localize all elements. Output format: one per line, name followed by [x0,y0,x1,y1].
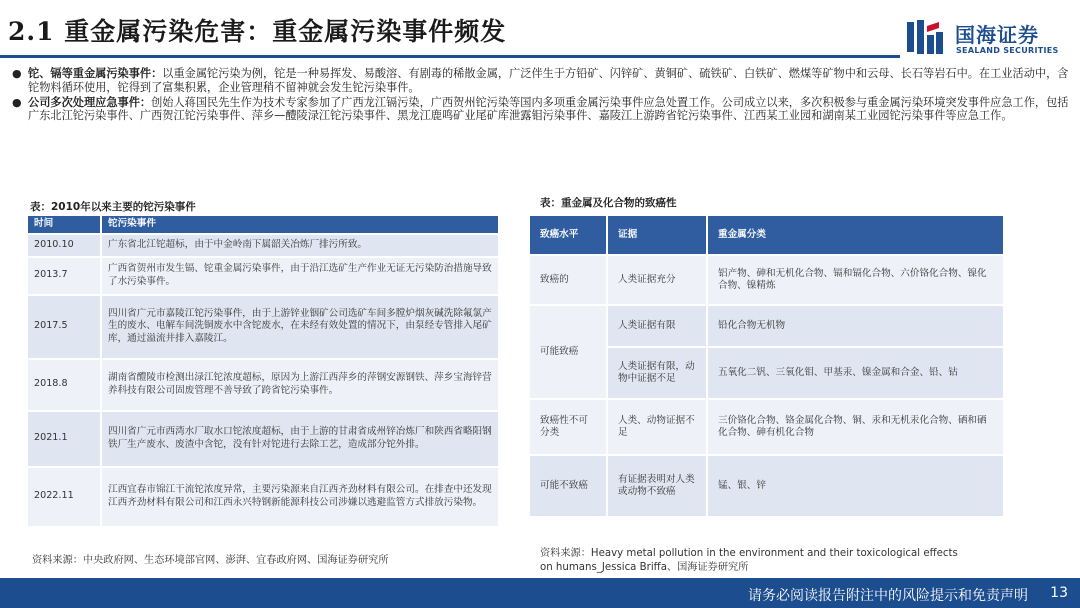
thallium-events-table [28,216,498,528]
table2-source-line: 资料来源：Heavy metal pollution in the environment and their toxicological effects [540,548,958,559]
table-cell-year: 2017.5 [28,296,102,360]
table-cell-year: 2010.10 [28,235,102,258]
table2-caption: 表：重金属及化合物的致癌性 [540,197,677,209]
table-cell-evidence: 人类证据有限，动物中证据不足 [608,348,708,400]
table-cell-metals: 五氧化二钒、三氧化钼、甲基汞、镍金属和合金、铅、钴 [708,348,1005,400]
company-logo [905,16,1075,60]
table-cell-metals: 铅化合物无机物 [708,306,1005,348]
table-cell-event: 湖南省醴陵市检测出渌江铊浓度超标，原因为上游江西萍乡的萍钢安源钢铁、萍乡宝海锌营养科技有限公司固废管理不善导致了跨省铊污染事件。 [102,360,498,412]
table1-caption: 表：2010年以来主要的铊污染事件 [30,201,196,213]
table-header-time: 时间 [28,216,102,235]
table-row [530,400,1005,456]
page-number: 13 [1050,585,1068,601]
table-cell-evidence: 人类证据有限 [608,306,708,348]
table-header-metals: 重金属分类 [708,216,1005,256]
table-row [530,256,1005,306]
title-divider [0,55,900,58]
table-cell-year: 2018.8 [28,360,102,412]
table-cell-metals: 三价铬化合物、铬金属化合物、铜、汞和无机汞化合物、硒和硒化合物、砷有机化合物 [708,400,1005,456]
table-row [530,456,1005,518]
table-cell-level: 致癌性不可分类 [530,400,608,456]
table-row [28,360,498,412]
bullet-dot-icon: ● [12,67,22,80]
bullet-label: 公司多次处理应急事件： [28,95,152,109]
table-cell-event: 江西宜春市锦江干流铊浓度异常，主要污染源来自江西齐劲材料有限公司。在排查中还发现江西齐劲材料有限公司和江西永兴特钢新能源科技公司涉嫌以逃避监管方式排放污染物。 [102,468,498,528]
table-cell-metals: 铝产物、砷和无机化合物、镉和镉化合物、六价铬化合物、镍化合物、镍精炼 [708,256,1005,306]
table2-source [540,547,958,575]
table-cell-year: 2013.7 [28,258,102,296]
table-cell-evidence: 人类证据充分 [608,256,708,306]
table-row [28,296,498,360]
table-cell-metals: 锰、银、锌 [708,456,1005,518]
logo-chinese-name: 国海证券 [955,23,1039,47]
bullet-list [10,67,1070,124]
table-row [28,412,498,468]
table-cell-level: 可能不致癌 [530,456,608,518]
table-row [28,468,498,528]
carcinogenicity-table [530,216,1005,518]
table-cell-evidence: 人类、动物证据不足 [608,400,708,456]
table-cell-level: 致癌的 [530,256,608,306]
bullet-item [10,67,1070,95]
table-cell-event: 四川省广元市嘉陵江铊污染事件，由于上游锌业铟矿公司选矿车间多膛炉烟灰碱洗除氟氯产生的废水、电解车间洗铜废水中含铊废水，在未经有效处置的情况下，由泵经专管排入尾矿库，通过溢流井排入嘉陵江。 [102,296,498,360]
table-row [28,258,498,296]
bullet-text: 以重金属铊污染为例，铊是一种易挥发、易酸溶、有剧毒的稀散金属，广泛伴生于方铅矿、闪锌矿、黄铜矿、硫铁矿、白铁矿、燃煤等矿物中和云母、长石等岩石中。在工业活动中，含铊物料循环使用，铊得到了富集积累，企业管理稍不留神就会发生铊污染事件。 [28,67,1069,94]
table-cell-event: 广东省北江铊超标，由于中金岭南下属韶关冶炼厂排污所致。 [102,235,498,258]
table-cell-evidence: 有证据表明对人类或动物不致癌 [608,456,708,518]
page-title: 2.1 重金属污染危害：重金属污染事件频发 [8,17,507,46]
table-cell-level: 可能致癌 [530,306,608,400]
bullet-item [10,96,1070,124]
table-row [530,306,1005,348]
table-cell-year: 2022.11 [28,468,102,528]
bullet-dot-icon: ● [12,95,22,109]
disclaimer-link[interactable]: 请务必阅读报告附注中的风险提示和免责声明 [748,588,1028,604]
table-row [28,235,498,258]
bullet-text: 创始人蒋国民先生作为技术专家参加了广西龙江镉污染，广西贺州铊污染等国内多项重金属污染事件应急处置工作。公司成立以来，多次积极参与重金属污染环境突发事件应急工作，包括广东北江铊污染事件、广西贺江铊污染事件、萍乡—醴陵渌江铊污染事件、黑龙江鹿鸣矿业尾矿库泄露钼污染事件、嘉陵江上游跨省铊污染事件、江西某工业园和湖南某工业园铊污染事件等应急工作。 [28,95,1069,123]
logo-english-name: SEALAND SECURITIES [956,46,1059,55]
table2-source-line: on humans_Jessica Briffa、国海证券研究所 [540,562,749,573]
table-cell-event: 广西省贺州市发生镉、铊重金属污染事件，由于沿江选矿生产作业无证无污染防治措施导致了水污染事件。 [102,258,498,296]
table-header-event: 铊污染事件 [102,216,498,235]
table-header-evidence: 证据 [608,216,708,256]
table-cell-event: 四川省广元市西湾水厂取水口铊浓度超标，由于上游的甘肃省成州锌冶炼厂和陕西省略阳钢铁厂生产废水、废渣中含铊，没有针对铊进行去除工艺，造成部分铊外排。 [102,412,498,468]
table-cell-year: 2021.1 [28,412,102,468]
bullet-label: 铊、镉等重金属污染事件： [28,67,163,80]
table-header-level: 致癌水平 [530,216,608,256]
sealand-logo-icon [905,18,949,56]
footer-bar [0,578,1080,608]
table1-source: 资料来源：中央政府网、生态环境部官网、澎湃、宜春政府网、国海证券研究所 [32,555,389,566]
